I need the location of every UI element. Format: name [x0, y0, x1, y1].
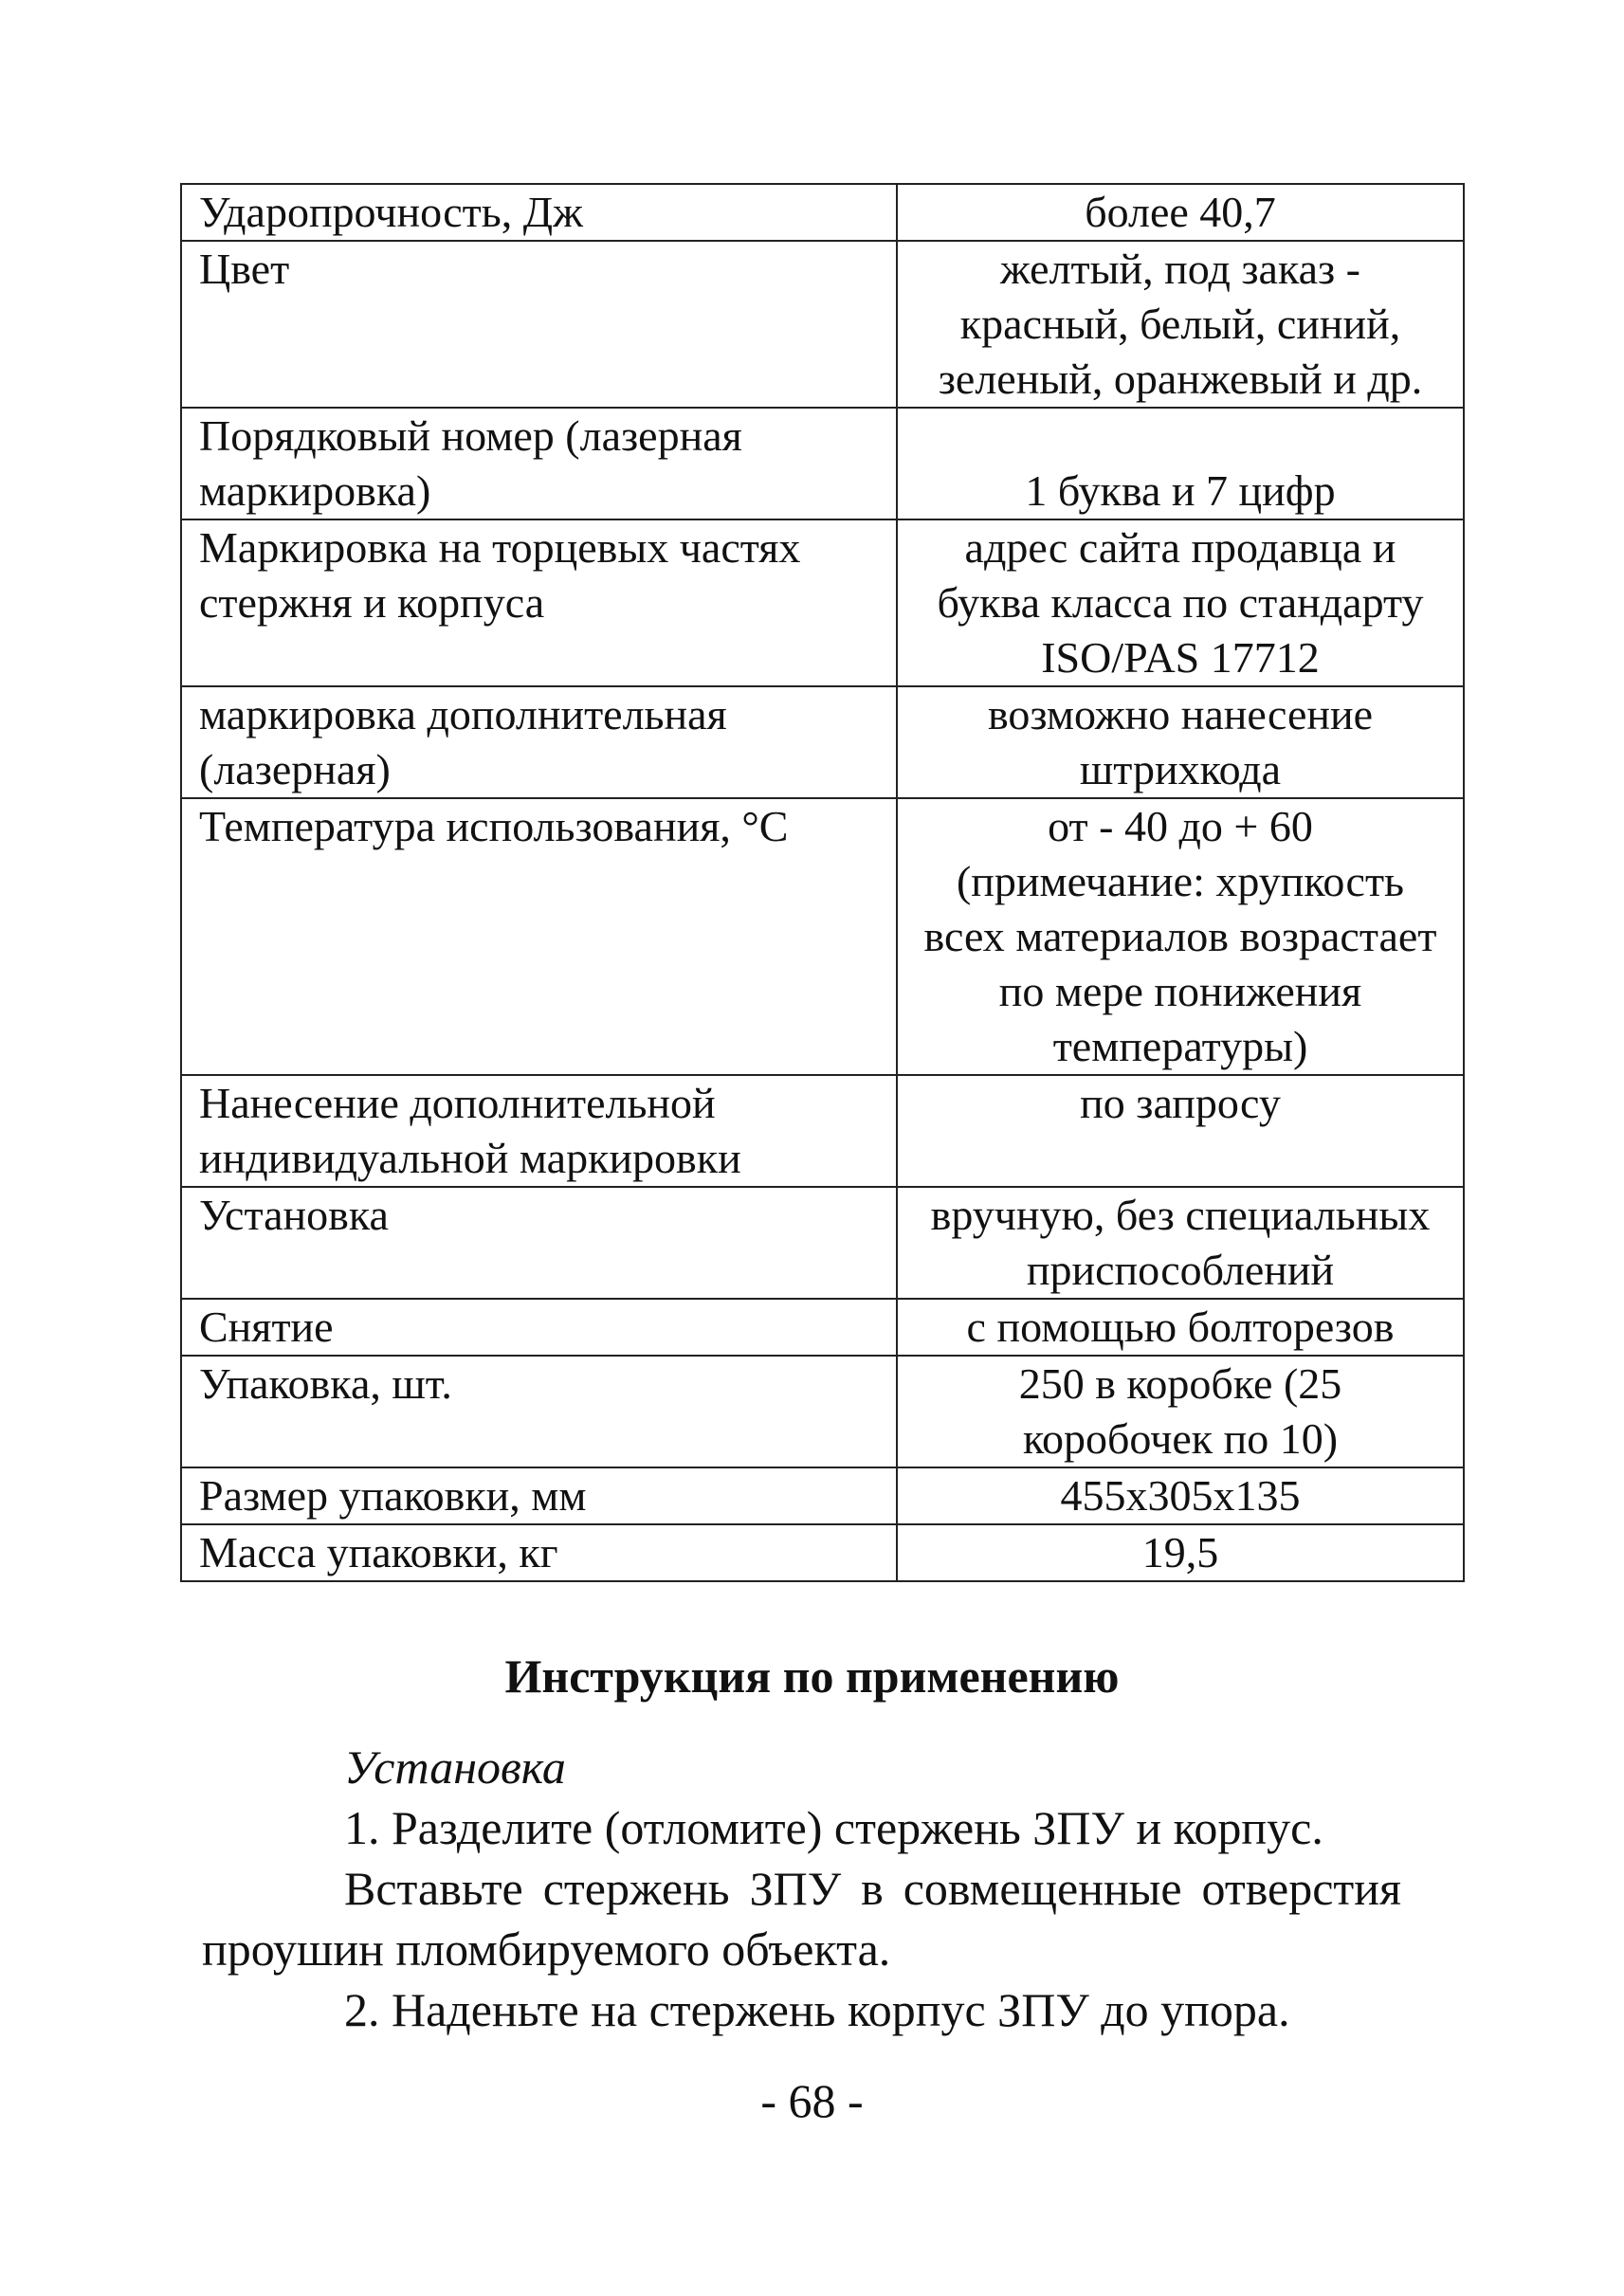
param-cell: Цвет [181, 241, 897, 408]
value-cell: вручную, без специальных приспособлений [897, 1187, 1464, 1299]
value-cell: адрес сайта продавца и буква класса по стандарту ISO/PAS 17712 [897, 519, 1464, 686]
table-row [181, 408, 1464, 519]
param-cell: Нанесение дополнительной индивидуальной маркировки [181, 1075, 897, 1187]
table-row [181, 1356, 1464, 1467]
param-cell: Размер упаковки, мм [181, 1467, 897, 1524]
table-row [181, 1187, 1464, 1299]
table-row [181, 241, 1464, 408]
param-cell: Температура использования, °С [181, 798, 897, 1075]
value-cell: 19,5 [897, 1524, 1464, 1581]
value-cell: 455x305x135 [897, 1467, 1464, 1524]
value-cell: желтый, под заказ - красный, белый, синий, зеленый, оранжевый и др. [897, 241, 1464, 408]
param-cell: Установка [181, 1187, 897, 1299]
value-cell: от - 40 до + 60 (примечание: хрупкость всех материалов возрастает по мере понижения температуры) [897, 798, 1464, 1075]
value-cell: возможно нанесение штрихкода [897, 686, 1464, 798]
table-row [181, 1075, 1464, 1187]
subsection-title: Установка [344, 1740, 566, 1794]
table-row [181, 1467, 1464, 1524]
specifications-table [180, 183, 1465, 1582]
param-cell: Масса упаковки, кг [181, 1524, 897, 1581]
page-number: - 68 - [760, 2074, 864, 2127]
step-1: 1. Разделите (отломите) стержень ЗПУ и корпус. [344, 1801, 1323, 1854]
step-1-detail: Вставьте стержень ЗПУ в совмещенные отверстия проушин пломбируемого объекта. [202, 1862, 1401, 1976]
value-cell: по запросу [897, 1075, 1464, 1187]
table-row [181, 184, 1464, 241]
table-row [181, 519, 1464, 686]
value-cell: более 40,7 [897, 184, 1464, 241]
table-row [181, 686, 1464, 798]
section-heading: Инструкция по применению [504, 1649, 1120, 1703]
param-cell: Порядковый номер (лазерная маркировка) [181, 408, 897, 519]
param-cell: Упаковка, шт. [181, 1356, 897, 1467]
param-cell: Снятие [181, 1299, 897, 1356]
instructions-body [202, 1737, 1401, 2040]
table-row [181, 798, 1464, 1075]
value-cell: 1 буква и 7 цифр [897, 408, 1464, 519]
param-cell: Ударопрочность, Дж [181, 184, 897, 241]
table-row [181, 1524, 1464, 1581]
value-cell: с помощью болторезов [897, 1299, 1464, 1356]
table-row [181, 1299, 1464, 1356]
param-cell: маркировка дополнительная (лазерная) [181, 686, 897, 798]
step-2: 2. Наденьте на стержень корпус ЗПУ до упора. [344, 1983, 1290, 2036]
param-cell: Маркировка на торцевых частях стержня и корпуса [181, 519, 897, 686]
value-cell: 250 в коробке (25 коробочек по 10) [897, 1356, 1464, 1467]
